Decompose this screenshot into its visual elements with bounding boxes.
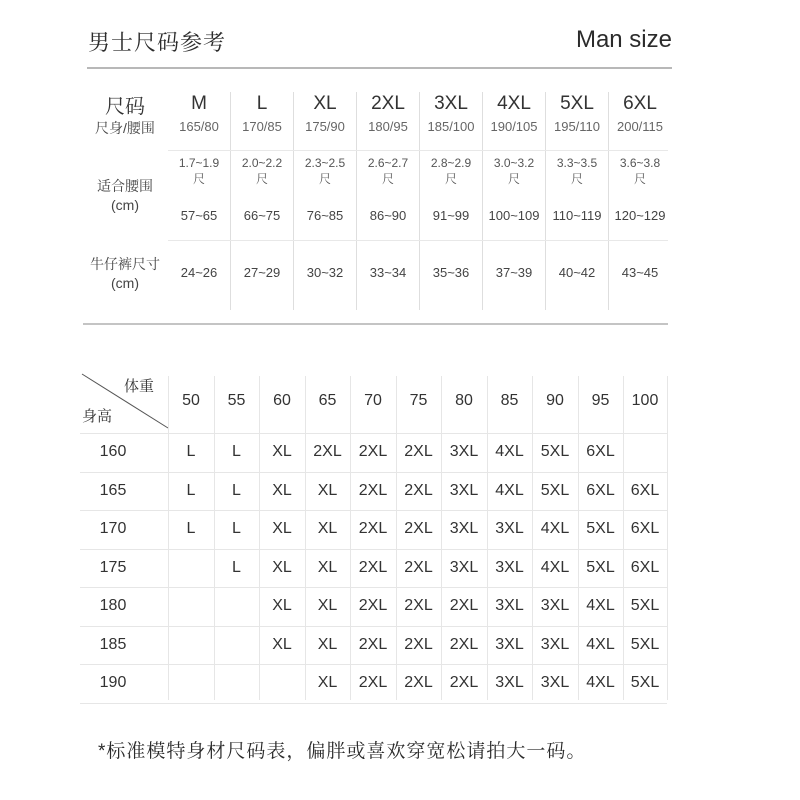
size-cell: 2XL [404,674,433,691]
height-label: 160 [99,443,127,460]
size-cell: 2XL [404,443,433,460]
size-cell: 3XL [495,520,524,537]
waist-fit-chi: 2.6~2.7 [367,156,409,170]
size-cell: 3XL [495,558,524,576]
size-cell: L [186,481,196,499]
size-cell: L [232,558,241,576]
weight-header: 65 [318,392,337,409]
grid-row-line [80,703,667,704]
waist-cm: 120~129 [614,208,666,223]
body-measure: 165/80 [179,119,219,134]
column-divider [230,92,231,310]
weight-header: 55 [227,392,246,409]
size-cell: XL [317,558,338,576]
weight-header: 90 [546,392,564,409]
middle-divider [83,323,668,325]
size-cell: 2XL [358,597,388,614]
size-cell: XL [272,443,292,460]
weight-header: 50 [182,392,200,409]
body-measure: 180/95 [368,119,408,134]
size-label: XL [313,93,337,114]
size-cell: 3XL [449,443,479,460]
size-label: 2XL [371,93,405,114]
grid-row-line [80,433,667,434]
size-cell: 3XL [540,674,570,691]
size-cell: XL [317,597,338,614]
size-cell: XL [317,635,338,653]
grid-column-line [667,376,668,700]
size-cell: 4XL [495,443,524,460]
size-cell: 2XL [404,558,433,576]
jeans-size: 40~42 [558,265,596,280]
height-label: 165 [99,481,127,499]
row-divider [168,240,668,241]
waist-fit-unit: 尺 [192,172,205,186]
jeans-size: 33~34 [369,265,407,280]
body-measure: 190/105 [490,119,538,134]
size-cell: 5XL [540,443,570,460]
grid-column-line [168,376,169,700]
grid-row-line [80,664,667,665]
waist-fit-unit: 尺 [507,172,520,186]
size-cell: 2XL [449,674,479,691]
weight-header: 95 [591,392,610,409]
grid-column-line [214,376,215,700]
size-cell: XL [272,597,292,614]
grid-row-line [80,549,667,550]
waist-cm: 91~99 [432,208,470,223]
size-cell: 3XL [540,597,570,614]
size-cell: XL [272,635,292,653]
size-cell: 3XL [495,635,524,653]
jeans-size: 24~26 [180,265,218,280]
height-label: 175 [99,558,127,576]
size-cell: 5XL [586,520,615,537]
grid-row-line [80,587,667,588]
waist-fit-chi: 1.7~1.9 [178,156,220,170]
size-cell: 5XL [586,558,615,576]
label-body: 尺身/腰围 [95,120,155,136]
top-divider [87,67,672,69]
weight-header: 60 [273,392,291,409]
size-cell: XL [272,481,292,499]
size-label: 3XL [434,93,468,114]
waist-fit-unit: 尺 [381,172,394,186]
waist-cm: 110~119 [552,208,602,223]
jeans-size: 43~45 [621,265,659,280]
body-measure: 175/90 [305,119,345,134]
grid-row-line [80,472,667,473]
grid-column-line [487,376,488,700]
size-cell: 6XL [630,481,660,499]
grid-row-line [80,510,667,511]
jeans-size: 30~32 [306,265,344,280]
size-cell: 4XL [586,674,615,691]
waist-fit-chi: 2.8~2.9 [430,156,472,170]
size-cell: 3XL [449,558,479,576]
size-label: 5XL [560,93,594,114]
weight-header: 100 [631,392,659,409]
height-label: 190 [99,674,127,691]
jeans-size: 27~29 [243,265,281,280]
size-cell: L [232,520,241,537]
size-cell: 3XL [540,635,570,653]
grid-row-line [80,626,667,627]
size-cell: XL [317,481,338,499]
grid-column-line [305,376,306,700]
size-label: M [191,93,207,114]
height-label: 180 [99,597,127,614]
label-waist-unit: (cm) [111,197,139,213]
label-weight: 体重 [124,378,155,395]
size-cell: 2XL [449,635,479,653]
grid-column-line [532,376,533,700]
column-divider [608,92,609,310]
grid-column-line [578,376,579,700]
size-cell: 5XL [630,674,660,691]
waist-fit-unit: 尺 [255,172,268,186]
size-cell: 4XL [540,520,570,537]
size-cell: 2XL [313,443,342,460]
size-cell: 3XL [495,674,524,691]
grid-column-line [441,376,442,700]
body-measure: 195/110 [553,119,601,134]
page-title-english: Man size [575,26,672,53]
row-divider [168,150,668,151]
page-title: 男士尺码参考 [88,30,227,55]
size-cell: XL [317,520,338,537]
waist-fit-chi: 3.0~3.2 [493,156,535,170]
waist-fit-chi: 2.0~2.2 [241,156,283,170]
size-cell: 2XL [358,481,388,499]
body-measure: 185/100 [427,119,475,134]
size-cell: 5XL [630,597,660,614]
size-cell: L [232,481,241,499]
column-divider [419,92,420,310]
jeans-size: 37~39 [495,265,533,280]
waist-cm: 66~75 [243,208,281,223]
weight-header: 75 [409,392,428,409]
grid-column-line [623,376,624,700]
waist-fit-unit: 尺 [318,172,331,186]
label-waist-fit: 适合腰围 [97,178,153,194]
size-label: L [256,93,268,114]
size-cell: 2XL [404,635,433,653]
size-cell: 2XL [358,674,388,691]
size-cell: L [186,520,196,537]
body-measure: 170/85 [242,119,282,134]
weight-header: 85 [500,392,519,409]
waist-fit-chi: 2.3~2.5 [304,156,346,170]
weight-header: 70 [364,392,382,409]
waist-cm: 57~65 [180,208,218,223]
waist-fit-unit: 尺 [444,172,457,186]
grid-column-line [350,376,351,700]
size-label: 6XL [623,93,657,114]
size-cell: 2XL [358,558,388,576]
size-cell: L [232,443,241,460]
body-measure: 200/115 [616,119,664,134]
waist-cm: 86~90 [369,208,407,223]
waist-cm: 100~109 [488,208,540,223]
waist-fit-unit: 尺 [633,172,646,186]
footnote: *标准模特身材尺码表，偏胖或喜欢穿宽松请拍大一码。 [98,741,587,762]
label-height: 身高 [82,408,113,425]
size-cell: 6XL [630,558,660,576]
size-cell: XL [272,520,292,537]
size-cell: 3XL [449,481,479,499]
size-cell: 4XL [540,558,570,576]
label-size: 尺码 [105,96,145,118]
size-cell: XL [317,674,338,691]
waist-fit-chi: 3.3~3.5 [556,156,598,170]
size-cell: 4XL [495,481,524,499]
size-label: 4XL [497,93,531,114]
column-divider [482,92,483,310]
column-divider [356,92,357,310]
size-cell: 6XL [586,443,615,460]
size-cell: 4XL [586,635,615,653]
size-cell: 2XL [449,597,479,614]
column-divider [545,92,546,310]
size-cell: 6XL [630,520,660,537]
size-cell: XL [272,558,292,576]
grid-column-line [396,376,397,700]
waist-fit-unit: 尺 [570,172,583,186]
height-label: 185 [99,635,127,653]
size-cell: 4XL [586,597,615,614]
size-cell: 3XL [495,597,524,614]
size-cell: 2XL [358,635,388,653]
size-cell: 5XL [630,635,660,653]
grid-column-line [259,376,260,700]
height-label: 170 [99,520,127,537]
label-jeans-unit: (cm) [111,275,139,291]
waist-fit-chi: 3.6~3.8 [619,156,661,170]
size-cell: 6XL [586,481,615,499]
size-cell: 5XL [540,481,570,499]
weight-header: 80 [455,392,473,409]
size-cell: L [186,443,196,460]
label-jeans: 牛仔裤尺寸 [90,256,160,272]
jeans-size: 35~36 [432,265,470,280]
size-cell: 2XL [358,520,388,537]
size-cell: 2XL [358,443,388,460]
size-cell: 2XL [404,481,433,499]
column-divider [293,92,294,310]
size-cell: 3XL [449,520,479,537]
size-cell: 2XL [404,597,433,614]
size-cell: 2XL [404,520,433,537]
waist-cm: 76~85 [306,208,344,223]
